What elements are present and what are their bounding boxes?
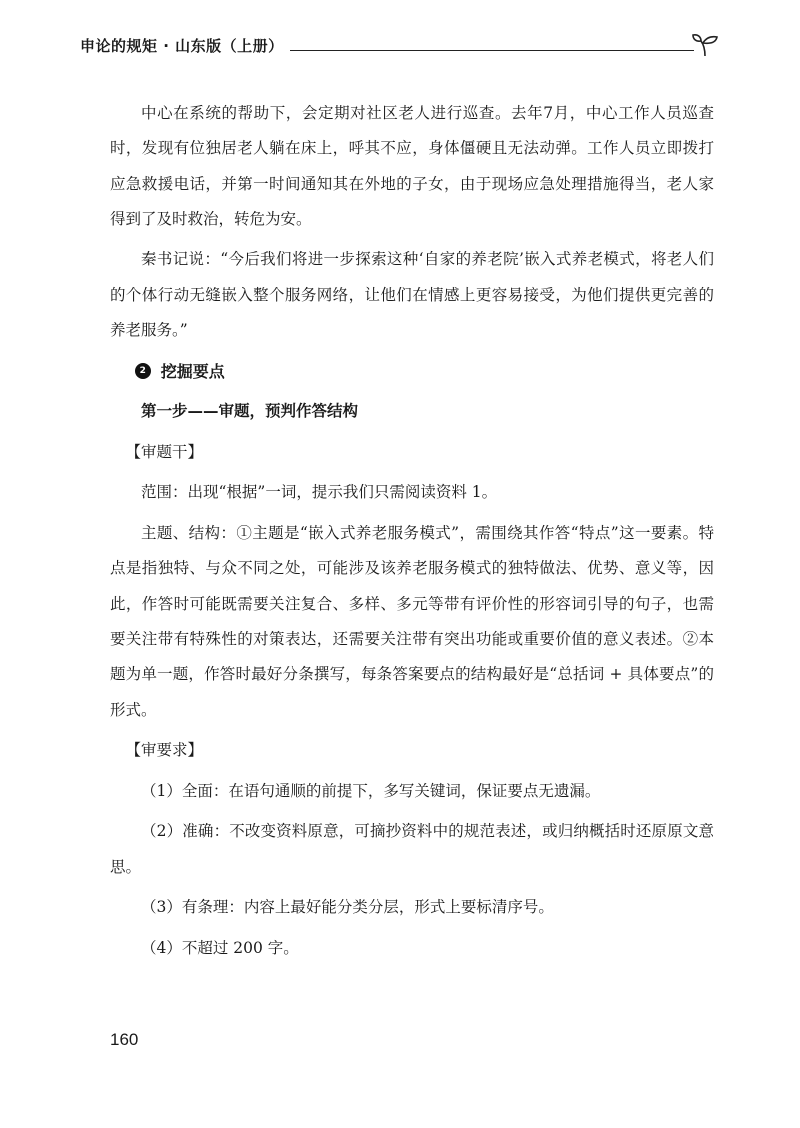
scope-paragraph: 范围：出现“根据”一词，提示我们只需阅读资料 1。 bbox=[141, 483, 498, 502]
step-heading: 第一步——审题，预判作答结构 bbox=[141, 402, 359, 421]
shen-yao-qiu-label: 【审要求】 bbox=[125, 741, 204, 760]
running-header bbox=[80, 28, 720, 58]
structure-paragraph: 主题、结构：①主题是“嵌入式养老服务模式”，需围绕其作答“特点”这一要素。特点是指独特、与众不同之处，可能涉及该养老服务模式的独特做法、优势、意义等，因此，作答时可能既需要关注复合、多样、多元等带有评价性的形容词引导的句子，也需要关注带有特殊性的对策表达，还需要关注带有突出功能或重要价值的意义表述。②本题为单一题，作答时最好分条撰写，每条答案要点的结构最好是“总括词 + 具体要点”的形式。 bbox=[110, 524, 714, 719]
sprout-icon bbox=[690, 30, 720, 58]
requirement-item: （4）不超过 200 字。 bbox=[141, 938, 299, 957]
page-number: 160 bbox=[110, 1030, 139, 1049]
paragraph-secretary-quote: 秦书记说：“今后我们将进一步探索这种‘自家的养老院’嵌入式养老模式，将老人们的个体行动无缝嵌入整个服务网络，让他们在情感上更容易接受，为他们提供更完善的养老服务。” bbox=[110, 250, 714, 340]
requirement-item: （2）准确：不改变资料原意，可摘抄资料中的规范表述，或归纳概括时还原原文意思。 bbox=[110, 822, 714, 876]
requirement-item: （3）有条理：内容上最好能分类分层，形式上要标清序号。 bbox=[141, 898, 554, 917]
section-number-badge: 2 bbox=[135, 363, 151, 379]
section-heading bbox=[135, 354, 714, 389]
section-title: 挖掘要点 bbox=[160, 361, 225, 381]
book-title: 申论的规矩 · 山东版（上册） bbox=[80, 37, 284, 55]
page-body bbox=[110, 96, 714, 971]
header-rule bbox=[290, 50, 694, 51]
shen-ti-gan-label: 【审题干】 bbox=[125, 442, 204, 461]
paragraph-center-patrol: 中心在系统的帮助下，会定期对社区老人进行巡查。去年7月，中心工作人员巡查时，发现有位独居老人躺在床上，呼其不应，身体僵硬且无法动弹。工作人员立即拨打应急救援电话，并第一时间通知其在外地的子女，由于现场应急处理措施得当，老人家得到了及时救治，转危为安。 bbox=[110, 104, 714, 228]
requirement-item: （1）全面：在语句通顺的前提下，多写关键词，保证要点无遗漏。 bbox=[141, 781, 601, 800]
